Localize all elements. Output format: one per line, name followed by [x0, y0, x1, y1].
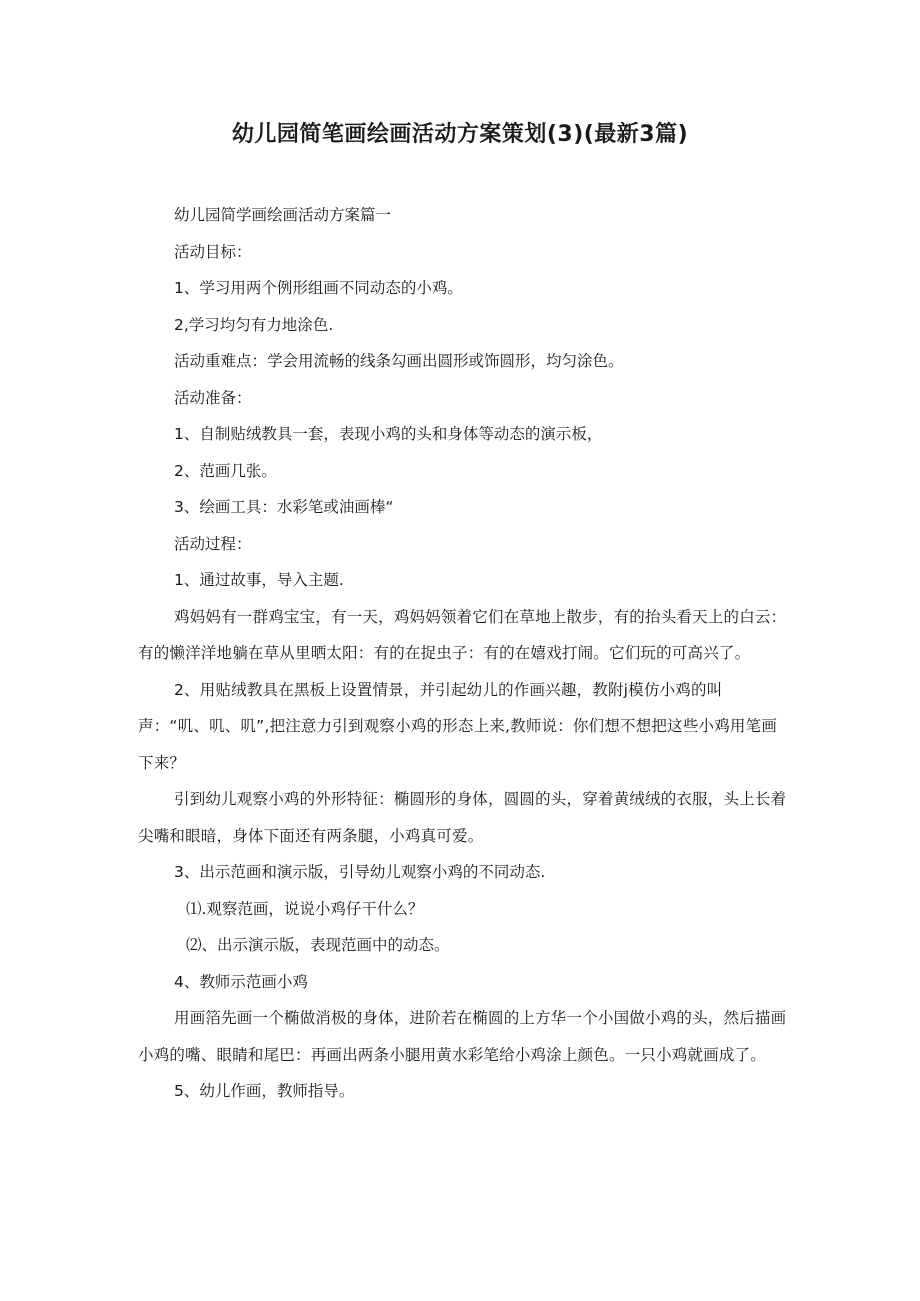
story-paragraph: 鸡妈妈有一群鸡宝宝，有一天，鸡妈妈领着它们在草地上散步，有的抬头看天上的白云：有的懒洋洋地躺在草从里晒太阳：有的在捉虫子：有的在嬉戏打闹。它们玩的可高兴了。 [138, 607, 787, 662]
demo-paragraph: 用画箔先画一个椭做消极的身体，进阶若在椭圆的上方华一个小国做小鸡的头，然后描画小鸡的嘴、眼睛和尾巴：再画出两条小腿用黄水彩笔给小鸡涂上颜色。一只小鸡就画成了。 [138, 1009, 787, 1064]
document-body [138, 197, 788, 1110]
goals-label: 活动目标： [174, 242, 252, 261]
goal-item-1: 1、学习用两个例形组画不同动态的小鸡。 [174, 279, 463, 297]
process-step-3-2: ⑵、出示演示版，表现范画中的动态。 [186, 936, 450, 954]
document-title: 幼儿园简笔画绘画活动方案策划(3)(最新3篇) [231, 122, 689, 147]
process-step-1: 1、通过故事，导入主题. [174, 571, 344, 589]
prep-item-1: 1、自制贴绒教具一套，表现小鸡的头和身体等动态的演示板， [174, 425, 603, 443]
section-heading: 幼儿园简学画绘画活动方案篇一 [174, 206, 392, 224]
key-points: 活动重难点：学会用流畅的线条勾画出圆形或饰圆形，均匀涂色。 [174, 352, 624, 370]
prep-item-2: 2、范画几张。 [174, 461, 277, 480]
process-step-3-1: ⑴.观察范画，说说小鸡仔干什么？ [186, 899, 424, 918]
process-step-3: 3、出示范画和演示版，引导幼儿观察小鸡的不同动态. [174, 863, 546, 881]
process-label: 活动过程： [174, 534, 252, 553]
goal-item-2: 2,学习均匀有力地涂色. [174, 315, 334, 334]
observe-paragraph: 引到幼儿观察小鸡的外形特征：椭圆形的身体，圆圆的头，穿着黄绒绒的衣服，头上长着尖嘴和眼暗，身体下面还有两条腿，小鸡真可爱。 [138, 790, 787, 845]
prep-item-3: 3、绘画工具：水彩笔或油画棒“ [174, 498, 394, 516]
process-step-2: 2、用贴绒教具在黑板上设置情景，并引起幼儿的作画兴趣，教附j模仿小鸡的叫声：“叽、叽、叽”,把注意力引到观察小鸡的形态上来,教师说：你们想不想把这些小鸡用笔画下来？ [138, 680, 778, 772]
process-step-4: 4、教师示范画小鸡 [174, 972, 308, 991]
prep-label: 活动准备： [174, 388, 252, 407]
process-step-5: 5、幼儿作画，教师指导。 [174, 1082, 355, 1100]
